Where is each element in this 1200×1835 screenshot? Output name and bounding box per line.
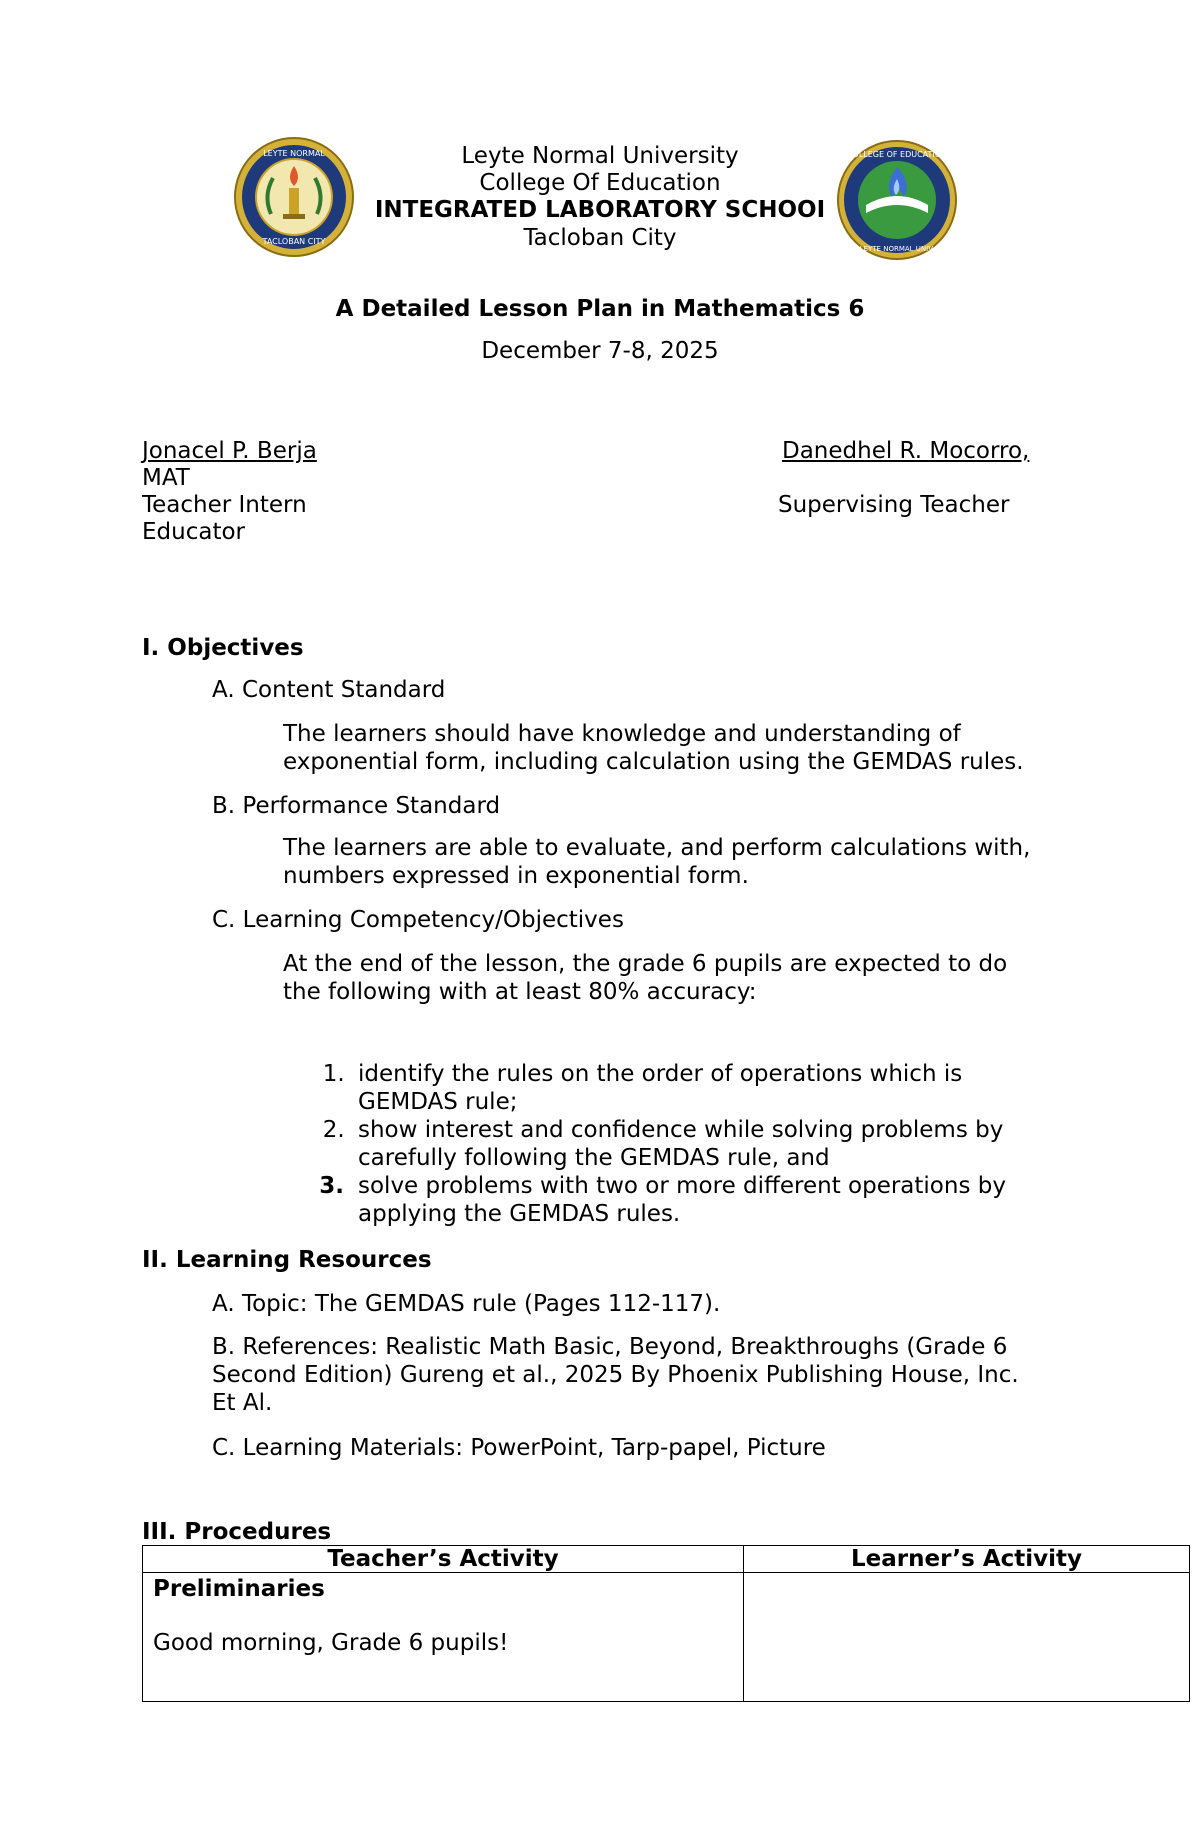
resources-references-2: Second Edition) Gureng et al., 2025 By Phoenix Publishing House, Inc. [212,1362,1019,1388]
page-title: A Detailed Lesson Plan in Mathematics 6 [335,296,865,322]
resources-heading: II. Learning Resources [142,1247,432,1273]
school-name: INTEGRATED LABORATORY SCHOOI [374,197,826,223]
list-item: 3. solve problems with two or more different operations by applying the GEMDAS rules. [352,1172,1072,1228]
content-standard-label: A. Content Standard [212,677,446,703]
learner-activity-cell [744,1573,1190,1702]
svg-text:TACLOBAN CITY: TACLOBAN CITY [262,237,326,246]
preliminaries-heading: Preliminaries [153,1576,325,1602]
competency-text-1: At the end of the lesson, the grade 6 pupils are expected to do [283,951,1008,977]
list-item: 1. identify the rules on the order of operations which is GEMDAS rule; [352,1060,1072,1116]
objectives-list [316,1060,1072,1228]
supervisor-name: Danedhel R. Mocorro, [782,438,1030,464]
performance-standard-label: B. Performance Standard [212,793,501,819]
greeting-text: Good morning, Grade 6 pupils! [153,1630,509,1656]
objectives-heading: I. Objectives [142,635,304,661]
resources-topic: A. Topic: The GEMDAS rule (Pages 112-117). [212,1291,721,1317]
competency-text-2: the following with at least 80% accuracy: [283,979,757,1005]
college-name: College Of Education [479,170,721,196]
table-row [143,1573,1190,1702]
list-item: 2. show interest and confidence while solving problems by carefully following the GEMDAS rule, and [352,1116,1072,1172]
performance-standard-text-1: The learners are able to evaluate, and perform calculations with, [283,835,1031,861]
intern-name: Jonacel P. Berja [142,438,317,464]
university-name: Leyte Normal University [461,143,739,169]
resources-references-3: Et Al. [212,1390,273,1416]
resources-references-1: B. References: Realistic Math Basic, Beyond, Breakthroughs (Grade 6 [212,1334,1008,1360]
performance-standard-text-2: numbers expressed in exponential form. [283,863,749,889]
supervisor-suffix: MAT [142,465,190,491]
svg-text:LEYTE NORMAL UNIV.: LEYTE NORMAL UNIV. [859,245,935,253]
intern-role: Teacher Intern [142,492,307,518]
teacher-activity-cell [143,1573,744,1702]
resources-materials: C. Learning Materials: PowerPoint, Tarp-papel, Picture [212,1435,826,1461]
svg-text:COLLEGE OF EDUCATION: COLLEGE OF EDUCATION [846,150,948,159]
procedures-heading: III. Procedures [142,1519,332,1545]
table-header-row [143,1546,1190,1573]
educator-label: Educator [142,519,245,545]
teacher-activity-header: Teacher’s Activity [143,1546,744,1573]
content-standard-text-2: exponential form, including calculation using the GEMDAS rules. [283,749,1024,775]
city-name: Tacloban City [523,225,677,251]
svg-text:LEYTE NORMAL: LEYTE NORMAL [263,149,325,158]
procedures-table [142,1545,1190,1702]
competency-label: C. Learning Competency/Objectives [212,907,624,933]
content-standard-text-1: The learners should have knowledge and understanding of [283,721,961,747]
learner-activity-header: Learner’s Activity [744,1546,1190,1573]
lesson-date: December 7-8, 2025 [481,338,719,364]
supervisor-role: Supervising Teacher [778,492,1010,518]
